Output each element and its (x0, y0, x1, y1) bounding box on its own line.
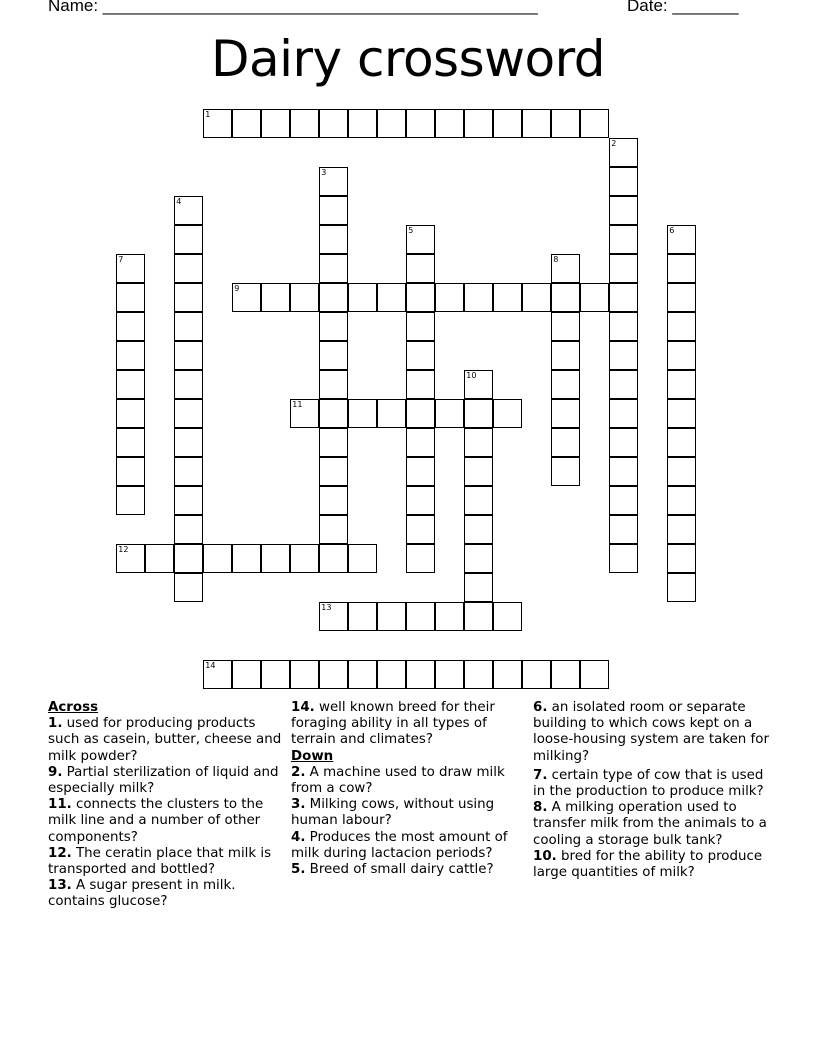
grid-cell[interactable] (377, 602, 406, 631)
clues-column-3 (533, 700, 773, 881)
grid-cell[interactable] (116, 486, 145, 515)
clue-down-10 (533, 849, 773, 881)
grid-cell[interactable] (609, 370, 638, 399)
grid-cell[interactable] (348, 283, 377, 312)
grid-cell[interactable] (116, 428, 145, 457)
grid-cell[interactable] (319, 312, 348, 341)
grid-cell[interactable] (609, 283, 638, 312)
clue-down-5 (291, 862, 531, 878)
grid-cell[interactable] (464, 515, 493, 544)
grid-cell[interactable] (290, 660, 319, 689)
cell-number: 13 (321, 603, 332, 613)
grid-cell[interactable] (290, 283, 319, 312)
grid-cell[interactable] (551, 370, 580, 399)
grid-cell[interactable] (319, 544, 348, 573)
cell-number: 6 (669, 226, 675, 236)
grid-cell[interactable] (319, 254, 348, 283)
grid-cell[interactable] (464, 109, 493, 138)
clue-text: The ceratin place that milk is transported and bottled? (48, 845, 272, 878)
cell-number: 11 (292, 400, 303, 410)
grid-cell[interactable] (319, 283, 348, 312)
grid-cell[interactable] (667, 254, 696, 283)
grid-cell[interactable] (464, 660, 493, 689)
grid-cell[interactable] (348, 660, 377, 689)
grid-cell[interactable] (377, 660, 406, 689)
cell-number: 5 (408, 226, 414, 236)
grid-cell[interactable] (319, 341, 348, 370)
grid-cell[interactable] (406, 428, 435, 457)
grid-cell[interactable] (435, 660, 464, 689)
grid-cell[interactable] (406, 225, 435, 254)
grid-cell[interactable] (348, 602, 377, 631)
grid-cell[interactable] (493, 399, 522, 428)
grid-cell[interactable] (522, 283, 551, 312)
across-heading: Across (48, 700, 99, 715)
grid-cell[interactable] (174, 312, 203, 341)
clue-across-1 (48, 716, 288, 765)
grid-cell[interactable] (493, 283, 522, 312)
grid-cell[interactable] (406, 254, 435, 283)
grid-cell[interactable] (551, 283, 580, 312)
clue-down-8 (533, 800, 773, 849)
grid-cell[interactable] (174, 196, 203, 225)
grid-cell[interactable] (232, 544, 261, 573)
grid-cell[interactable] (174, 428, 203, 457)
cell-number: 10 (466, 371, 477, 381)
grid-cell[interactable] (174, 341, 203, 370)
grid-cell[interactable] (464, 370, 493, 399)
clues-column-1 (48, 700, 288, 911)
grid-cell[interactable] (116, 283, 145, 312)
grid-cell[interactable] (609, 399, 638, 428)
clue-text: used for producing products such as casein, butter, cheese and milk powder? (48, 716, 282, 764)
grid-cell[interactable] (667, 225, 696, 254)
grid-cell[interactable] (319, 515, 348, 544)
clue-down-6 (533, 700, 773, 765)
grid-cell[interactable] (406, 312, 435, 341)
grid-cell[interactable] (551, 428, 580, 457)
page-title: Dairy crossword (210, 30, 606, 88)
grid-cell[interactable] (406, 109, 435, 138)
grid-cell[interactable] (116, 370, 145, 399)
grid-cell[interactable] (232, 109, 261, 138)
grid-cell[interactable] (493, 602, 522, 631)
grid-cell[interactable] (203, 109, 232, 138)
clue-down-7 (533, 768, 773, 800)
grid-cell[interactable] (464, 544, 493, 573)
grid-cell[interactable] (116, 312, 145, 341)
grid-cell[interactable] (261, 544, 290, 573)
clue-number: 4. (291, 829, 306, 845)
clue-text: A milking operation used to transfer milk from the animals to a cooling a storage bulk tank? (533, 800, 767, 848)
grid-cell[interactable] (551, 457, 580, 486)
grid-cell[interactable] (580, 109, 609, 138)
grid-cell[interactable] (464, 457, 493, 486)
clue-number: 2. (291, 764, 306, 780)
clue-text: Partial sterilization of liquid and especially milk? (48, 764, 279, 797)
grid-cell[interactable] (174, 486, 203, 515)
grid-cell[interactable] (174, 254, 203, 283)
clue-number: 6. (533, 700, 548, 715)
grid-cell[interactable] (609, 486, 638, 515)
grid-cell[interactable] (667, 428, 696, 457)
clue-number: 7. (533, 767, 548, 783)
grid-cell[interactable] (116, 399, 145, 428)
grid-cell[interactable] (464, 283, 493, 312)
clue-text: A machine used to draw milk from a cow? (291, 764, 505, 797)
grid-cell[interactable] (145, 544, 174, 573)
clue-number: 1. (48, 716, 63, 732)
grid-cell[interactable] (406, 602, 435, 631)
grid-cell[interactable] (551, 312, 580, 341)
grid-cell[interactable] (609, 457, 638, 486)
grid-cell[interactable] (667, 283, 696, 312)
grid-cell[interactable] (290, 544, 319, 573)
grid-cell[interactable] (116, 341, 145, 370)
clue-text: bred for the ability to produce large quantities of milk? (533, 848, 763, 881)
cell-number: 1 (205, 110, 211, 120)
grid-cell[interactable] (435, 109, 464, 138)
grid-cell[interactable] (609, 341, 638, 370)
grid-cell[interactable] (261, 283, 290, 312)
clue-text: Produces the most amount of milk during lactacion periods? (291, 829, 508, 861)
clue-text: well known breed for their foraging ability in all types of terrain and climates? (291, 700, 495, 748)
grid-cell[interactable] (377, 109, 406, 138)
grid-cell[interactable] (609, 196, 638, 225)
cell-number: 8 (553, 255, 559, 265)
grid-cell[interactable] (580, 283, 609, 312)
grid-cell[interactable] (493, 109, 522, 138)
grid-cell[interactable] (319, 457, 348, 486)
clue-across-14 (291, 700, 531, 749)
grid-cell[interactable] (609, 167, 638, 196)
grid-cell[interactable] (406, 399, 435, 428)
clue-across-13 (48, 878, 288, 910)
grid-cell[interactable] (609, 428, 638, 457)
grid-cell[interactable] (551, 109, 580, 138)
grid-cell[interactable] (319, 428, 348, 457)
clues-column-2 (291, 700, 531, 878)
grid-cell[interactable] (464, 428, 493, 457)
cell-number: 9 (234, 284, 240, 294)
grid-cell[interactable] (406, 515, 435, 544)
grid-cell[interactable] (464, 602, 493, 631)
down-heading: Down (291, 748, 334, 764)
grid-cell[interactable] (435, 602, 464, 631)
grid-cell[interactable] (667, 457, 696, 486)
clue-across-11 (48, 797, 288, 846)
grid-cell[interactable] (667, 544, 696, 573)
cell-number: 12 (118, 545, 129, 555)
clue-text: Breed of small dairy cattle? (305, 862, 494, 878)
grid-cell[interactable] (522, 660, 551, 689)
clue-text: Milking cows, without using human labour? (291, 797, 495, 829)
grid-cell[interactable] (290, 109, 319, 138)
grid-cell[interactable] (667, 370, 696, 399)
clue-number: 11. (48, 797, 72, 813)
grid-cell[interactable] (464, 486, 493, 515)
grid-cell[interactable] (319, 370, 348, 399)
grid-cell[interactable] (319, 660, 348, 689)
clue-across-9 (48, 765, 288, 797)
grid-cell[interactable] (174, 399, 203, 428)
grid-cell[interactable] (377, 399, 406, 428)
grid-cell[interactable] (464, 573, 493, 602)
clue-number: 14. (291, 700, 315, 715)
grid-cell[interactable] (609, 225, 638, 254)
grid-cell[interactable] (319, 109, 348, 138)
grid-cell[interactable] (290, 399, 319, 428)
date-field-label[interactable]: Date: _______ (627, 0, 739, 15)
grid-cell[interactable] (406, 544, 435, 573)
grid-cell[interactable] (406, 283, 435, 312)
name-field-label[interactable]: Name: ______________________________________________ (48, 0, 538, 15)
grid-cell[interactable] (406, 341, 435, 370)
cell-number: 7 (118, 255, 124, 265)
grid-cell[interactable] (551, 254, 580, 283)
clue-number: 3. (291, 797, 306, 813)
grid-cell[interactable] (116, 544, 145, 573)
grid-cell[interactable] (609, 544, 638, 573)
grid-cell[interactable] (609, 312, 638, 341)
grid-cell[interactable] (551, 399, 580, 428)
grid-cell[interactable] (609, 138, 638, 167)
grid-cell[interactable] (609, 515, 638, 544)
grid-cell[interactable] (551, 660, 580, 689)
grid-cell[interactable] (667, 486, 696, 515)
grid-cell[interactable] (667, 515, 696, 544)
grid-cell[interactable] (174, 457, 203, 486)
grid-cell[interactable] (174, 573, 203, 602)
cell-number: 14 (205, 661, 216, 671)
grid-cell[interactable] (493, 660, 522, 689)
grid-cell[interactable] (580, 660, 609, 689)
grid-cell[interactable] (464, 399, 493, 428)
grid-cell[interactable] (319, 225, 348, 254)
grid-cell[interactable] (406, 370, 435, 399)
clue-text: an isolated room or separate building to which cows kept on a loose-housing system are taken for milking? (533, 700, 769, 764)
clue-number: 12. (48, 845, 72, 861)
clue-down-2 (291, 765, 531, 797)
clue-number: 13. (48, 878, 72, 894)
clue-number: 5. (291, 862, 306, 878)
cell-number: 3 (321, 168, 327, 178)
grid-cell[interactable] (319, 602, 348, 631)
clue-text: connects the clusters to the milk line and a number of other components? (48, 797, 264, 845)
grid-cell[interactable] (232, 283, 261, 312)
clue-number: 8. (533, 800, 548, 816)
grid-cell[interactable] (522, 109, 551, 138)
clue-across-12 (48, 846, 288, 878)
grid-cell[interactable] (116, 457, 145, 486)
grid-cell[interactable] (406, 486, 435, 515)
clue-text: certain type of cow that is used in the production to produce milk? (533, 767, 764, 800)
grid-cell[interactable] (232, 660, 261, 689)
grid-cell[interactable] (667, 399, 696, 428)
grid-cell[interactable] (319, 486, 348, 515)
grid-cell[interactable] (667, 573, 696, 602)
grid-cell[interactable] (551, 341, 580, 370)
grid-cell[interactable] (116, 254, 145, 283)
grid-cell[interactable] (174, 283, 203, 312)
grid-cell[interactable] (435, 283, 464, 312)
clue-text: A sugar present in milk. contains glucose? (48, 878, 236, 910)
grid-cell[interactable] (609, 254, 638, 283)
grid-cell[interactable] (377, 283, 406, 312)
grid-cell[interactable] (174, 225, 203, 254)
cell-number: 2 (611, 139, 617, 149)
grid-cell[interactable] (203, 660, 232, 689)
cell-number: 4 (176, 197, 182, 207)
grid-cell[interactable] (435, 399, 464, 428)
grid-cell[interactable] (319, 167, 348, 196)
grid-cell[interactable] (348, 109, 377, 138)
grid-cell[interactable] (319, 399, 348, 428)
grid-cell[interactable] (667, 341, 696, 370)
grid-cell[interactable] (406, 457, 435, 486)
grid-cell[interactable] (348, 544, 377, 573)
grid-cell[interactable] (174, 370, 203, 399)
grid-cell[interactable] (203, 544, 232, 573)
grid-cell[interactable] (319, 196, 348, 225)
grid-cell[interactable] (174, 515, 203, 544)
grid-cell[interactable] (261, 109, 290, 138)
grid-cell[interactable] (261, 660, 290, 689)
clue-down-4 (291, 830, 531, 862)
clue-down-3 (291, 797, 531, 829)
grid-cell[interactable] (174, 544, 203, 573)
clue-number: 9. (48, 764, 63, 780)
clue-number: 10. (533, 848, 557, 864)
grid-cell[interactable] (348, 399, 377, 428)
grid-cell[interactable] (667, 312, 696, 341)
grid-cell[interactable] (406, 660, 435, 689)
